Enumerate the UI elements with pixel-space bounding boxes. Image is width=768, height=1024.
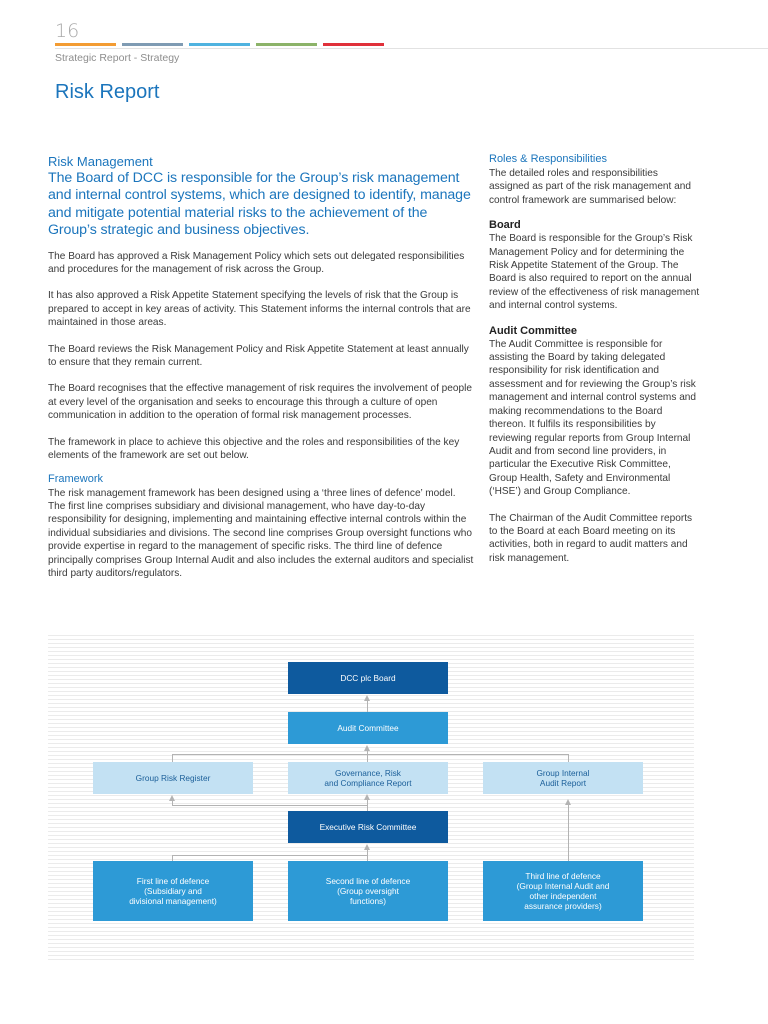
bus-exec-register [172,805,368,806]
governance-line-1: Governance, Risk [335,767,401,778]
governance-report-box [288,762,448,794]
framework-paragraph: The risk management framework has been designed using a ‘three lines of defence’ model. The first line comprises subsidiary and divisional management, who have day-to-day responsibility for designing, implementing and maintaining effective internal controls within the individual subsidiaries and divisions. The second line comprises Group oversight functions who provide expertise in regard to the management of specific risks. The third line of defence principally comprises Group Internal Audit and also includes the external auditors and specialist third party auditors/regulators. [48,487,474,579]
third-line-text-3: other independent [529,891,597,901]
internal-audit-report-label [536,768,589,788]
audit-committee-label: Audit Committee [337,722,399,733]
second-line-label [326,876,410,907]
accent-bar-red [323,43,384,46]
second-line-text-2: (Group oversight [337,885,399,896]
appetite-paragraph: It has also approved a Risk Appetite Statement specifying the levels of risk that the Group is prepared to accept in key areas of activity. This Statement informs the internal controls that are maintained in those areas. [48,290,471,329]
roles-heading: Roles & Responsibilities [489,153,607,165]
accent-bar-slate [122,43,183,46]
lead-statement: The Board of DCC is responsible for the Group’s risk management and internal control systems, which are designed to identify, manage and mitigate potential material risks to the achievement of the Group’s strategic and business objectives. [48,170,471,239]
accent-bar-blue [189,43,250,46]
risk-management-heading: Risk Management [48,154,153,169]
second-line-text-3: functions) [350,896,386,907]
framework-intro-paragraph: The framework in place to achieve this objective and the roles and responsibilities of the key elements of the framework are set out below. [48,436,460,462]
audit-committee-box [288,712,448,744]
board-paragraph: The Board is responsible for the Group’s Risk Management Policy and for determining the Risk Appetite Statement of the Group. The Board is also required to report on the annual review of the effectiveness of risk management and internal control systems. [489,233,700,312]
risk-register-label: Group Risk Register [135,772,211,783]
executive-risk-committee-label: Executive Risk Committee [319,821,417,832]
governance-line-2: and Compliance Report [324,778,412,788]
arrow-up-register [169,795,175,801]
first-line-text-2: (Subsidiary and [144,885,202,896]
framework-heading: Framework [48,472,104,485]
first-line-text-3: divisional management) [129,896,217,907]
executive-risk-committee-box [288,811,448,843]
internal-audit-line-2: Audit Report [539,778,587,788]
policy-paragraph: The Board has approved a Risk Management Policy which sets out delegated responsibilities and procedures for the management of risk across the Group. [48,250,465,276]
bus-row2 [172,754,569,755]
page-number: 16 [55,20,80,42]
third-line-text-4: assurance providers) [524,901,602,912]
first-line-box [93,861,253,921]
second-line-box [288,861,448,921]
arrow-up-exec [364,844,370,850]
board-box [288,662,448,694]
connector-board-audit [367,700,368,712]
page-title: Risk Report [55,81,160,103]
review-paragraph: The Board reviews the Risk Management Policy and Risk Appetite Statement at least annually to ensure that they remain current. [48,343,469,369]
drop-internal-audit [568,754,569,762]
arrow-up-audit [364,745,370,751]
risk-register-box [93,762,253,794]
second-line-text-1: Second line of defence [325,875,411,886]
risk-management-section [48,154,474,580]
internal-audit-report-box [483,762,643,794]
first-line-label [129,876,217,907]
accent-bar-orange [55,43,116,46]
accent-bar-green [256,43,317,46]
arrow-up-board [364,695,370,701]
roles-section [489,153,701,565]
governance-report-label [324,768,411,788]
drop-risk-register [172,754,173,762]
third-line-text-2: (Group Internal Audit and [516,880,610,891]
arrow-up-internal-audit [565,799,571,805]
board-heading: Board [489,219,521,232]
culture-paragraph: The Board recognises that the effective management of risk requires the involvement of people at every level of the organisation and seeks to encourage this through a culture of open communication in addition to the operation of formal risk management processes. [48,383,472,422]
chairman-paragraph: The Chairman of the Audit Committee reports to the Board at each Board meeting on its activities, both in regard to audit matters and risk management. [489,512,693,564]
roles-intro: The detailed roles and responsibilities assigned as part of the risk management and control framework are summarised below: [489,168,691,206]
audit-committee-heading: Audit Committee [489,324,577,337]
internal-audit-line-1: Group Internal [536,767,590,778]
third-line-box [483,861,643,921]
third-line-label [517,871,610,912]
audit-committee-paragraph: The Audit Committee is responsible for assisting the Board by taking delegated responsibility for risk identification and assessment and for reviewing the Group’s risk management and internal control systems and making recommendations to the Board thereon. It fulfils its responsibilities by reviewing regular reports from Group Internal Audit and from second line providers, in particular the Executive Risk Committee, Group Health, Safety and Environmental (‘HSE’) and Group Compliance. [489,338,697,498]
section-breadcrumb: Strategic Report - Strategy [55,52,180,64]
first-line-text-1: First line of defence [136,875,210,886]
board-label: DCC plc Board [340,672,396,683]
connector-exec-governance [367,799,368,811]
third-line-text-1: Third line of defence [525,870,601,881]
connector-third-internal [568,805,569,861]
header-rule [55,48,768,49]
arrow-up-governance [364,794,370,800]
bus-lines [172,855,368,856]
